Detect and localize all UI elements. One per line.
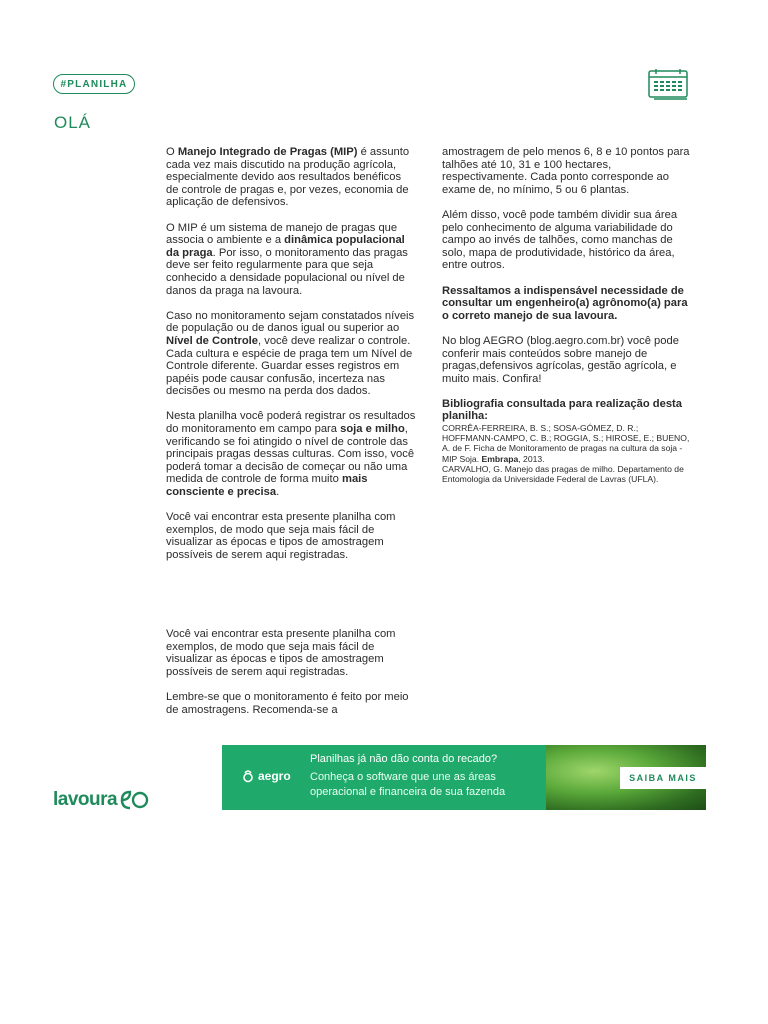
left-column-continued xyxy=(166,628,416,716)
bibliography-entry-soja: CORRÊA-FERREIRA, B. S.; SOSA-GÓMEZ, D. R.; HOFFMANN-CAMPO, C. B.; ROGGIA, S.; HIROSE, E.; BUENO, A. de F. Ficha de Monitoramento de pragas na cultura da soja - MIP Soja. Embrapa, 2013. xyxy=(442,423,690,464)
page-title: OLÁ xyxy=(54,113,92,132)
paragraph-control-level: Caso no monitoramento sejam constatados níveis de população ou de danos igual ou superior ao Nível de Controle, você deve realizar o controle. Cada cultura e espécie de praga tem um Nível de Controle diferente. Guardar esses registros em papéis pode causar confusão, incerteza nas decisões ou mesmo na perda dos dados. xyxy=(166,309,415,398)
paragraph-sampling-points: amostragem de pelo menos 6, 8 e 10 pontos para talhões até 10, 31 e 100 hectares, respectivamente. Cada ponto corresponde ao exame de, no mínimo, 5 ou 6 plantas. xyxy=(442,146,690,196)
paragraph-mip-definition: O MIP é um sistema de manejo de pragas que associa o ambiente e a dinâmica populacional da praga. Por isso, o monitoramento das pragas deve ser feito regularmente para que seja conhecido a densidade populacional ou nível de danos da praga na lavoura. xyxy=(166,221,408,297)
paragraph-blog: No blog AEGRO (blog.aegro.com.br) você pode conferir mais conteúdos sobre manejo de pragas,defensivos agrícolas, gestão agrícola, e muito mais. Confira! xyxy=(442,334,679,385)
lavoura-logo-text: lavoura xyxy=(53,789,118,810)
paragraph-mip-intro: O Manejo Integrado de Pragas (MIP) é assunto cada vez mais discutido na produção agrícola, especialmente devido aos resultados benéficos de controle de pragas e, por vezes, economia de aplicação de defensivos. xyxy=(166,146,410,209)
bibliography-title: Bibliografia consultada para realização desta planilha: xyxy=(442,397,682,423)
lavoura-logo xyxy=(53,789,149,811)
banner-headline: Planilhas já não dão conta do recado? xyxy=(310,753,498,765)
paragraph-area-division: Além disso, você pode também dividir sua área pelo conhecimento de alguma variabilidade do campo ao invés de talhões, como manchas de solo, mapa de produtividade, histórico da área, entre outros. xyxy=(442,208,678,272)
paragraph-examples: Você vai encontrar esta presente planilha com exemplos, de modo que seja mais fácil de visualizar as épocas e tipos de amostragem possíveis de serem aqui registradas. xyxy=(166,511,396,561)
planilha-tag: #PLANILHA xyxy=(53,74,135,94)
leaf-logo-icon xyxy=(119,790,149,810)
bibliography-entry-milho: CARVALHO, G. Manejo das pragas de milho. Departamento de Entomologia da Universidade Federal de Lavras (UFLA). xyxy=(442,463,684,485)
aegro-ad-banner[interactable] xyxy=(222,745,706,810)
paragraph-spreadsheet-purpose: Nesta planilha você poderá registrar os resultados do monitoramento em campo para soja e milho, verificando se foi atingido o nível de controle das principais pragas dessas culturas. Com isso, você poderá tomar a decisão de começar ou não uma medida de controle de forma muito mais consciente e precisa. xyxy=(166,410,416,499)
paragraph-sampling: Lembre-se que o monitoramento é feito por meio de amostragens. Recomenda-se a xyxy=(166,690,409,716)
aegro-logo xyxy=(242,769,291,783)
saiba-mais-button[interactable]: SAIBA MAIS xyxy=(620,767,706,789)
left-column xyxy=(166,146,416,561)
aegro-mark-icon xyxy=(242,769,254,783)
banner-subtext: Conheça o software que une as áreas operacional e financeira de sua fazenda xyxy=(310,771,506,798)
paragraph-agronomist: Ressaltamos a indispensável necessidade de consultar um engenheiro(a) agrônomo(a) para o correto manejo de sua lavoura. xyxy=(442,284,688,322)
calendar-icon xyxy=(648,70,688,100)
aegro-logo-text: aegro xyxy=(258,769,291,783)
right-column xyxy=(442,146,692,484)
paragraph-examples-continued: Você vai encontrar esta presente planilha com exemplos, de modo que seja mais fácil de visualizar as épocas e tipos de amostragem possíveis de serem aqui registradas. xyxy=(166,628,396,678)
